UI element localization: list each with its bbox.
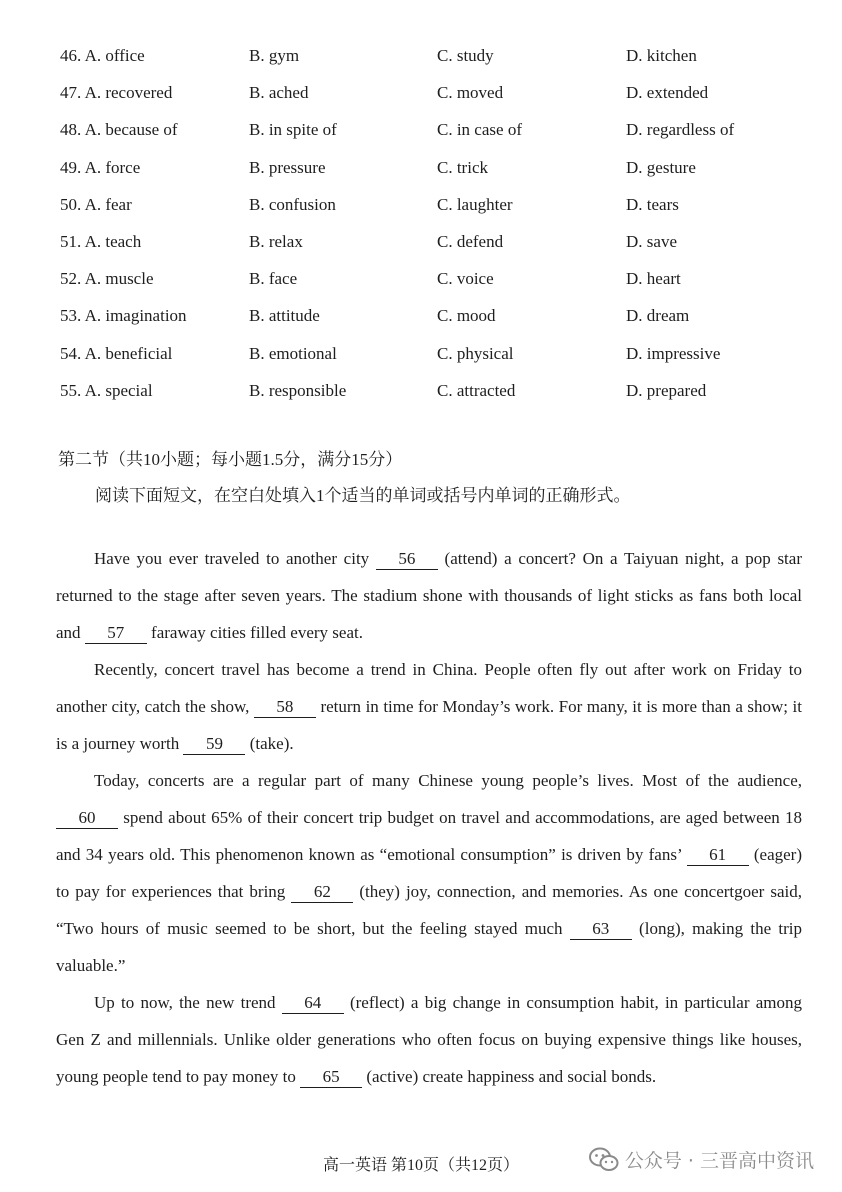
option-c: C. in case of [437, 120, 522, 140]
option-c: C. defend [437, 231, 504, 251]
paragraph: Up to now, the new trend 64 (reflect) a big change in consumption habit, in particular among Gen Z and millennials. Unlike older generations who often focus on buying expensive things like houses, young people tend to pay money to 65 (active) create happiness and social bonds. [56, 993, 802, 1086]
blank-56: 56 [376, 549, 438, 570]
option-a: 47. A. recovered [60, 83, 173, 103]
section-heading: 第二节（共10小题；每小题1.5分，满分15分） [58, 450, 403, 469]
choice-row [60, 116, 820, 153]
option-b: B. pressure [249, 157, 326, 177]
option-a: 52. A. muscle [60, 269, 154, 289]
choice-row [60, 191, 820, 228]
option-d: D. extended [626, 83, 709, 103]
option-a: 55. A. special [60, 380, 153, 400]
option-b: B. responsible [249, 380, 347, 400]
option-d: D. dream [626, 306, 690, 326]
choice-row [60, 302, 820, 339]
choice-row [60, 340, 820, 377]
option-b: B. in spite of [249, 120, 337, 140]
option-c: C. laughter [437, 194, 513, 214]
choice-row [60, 228, 820, 265]
blank-59: 59 [183, 734, 245, 755]
paragraph: Have you ever traveled to another city 56 (attend) a concert? On a Taiyuan night, a pop star returned to the stage after seven years. The stadium shone with thousands of light sticks as fans both local and 57 faraway cities filled every seat. [56, 549, 802, 642]
reading-passage [56, 540, 802, 1095]
option-c: C. mood [437, 306, 496, 326]
option-d: D. gesture [626, 157, 696, 177]
option-b: B. relax [249, 231, 303, 251]
blank-57: 57 [85, 623, 147, 644]
wechat-icon [589, 1147, 619, 1173]
option-c: C. study [437, 46, 494, 65]
option-a: 49. A. force [60, 157, 141, 177]
watermark-text: 公众号 · 三晋高中资讯 [624, 1150, 814, 1172]
option-d: D. save [626, 231, 677, 251]
section-instruction: 阅读下面短文，在空白处填入1个适当的单词或括号内单词的正确形式。 [95, 486, 631, 505]
blank-64: 64 [282, 993, 344, 1014]
option-d: D. kitchen [626, 46, 697, 65]
option-c: C. attracted [437, 380, 516, 400]
choice-row [60, 79, 820, 116]
choice-row [60, 377, 820, 414]
option-b: B. gym [249, 46, 300, 65]
choice-list [60, 42, 820, 414]
option-b: B. attitude [249, 306, 320, 326]
option-c: C. trick [437, 157, 488, 177]
option-c: C. physical [437, 343, 514, 363]
blank-63: 63 [570, 919, 632, 940]
option-a: 54. A. beneficial [60, 343, 173, 363]
choice-row [60, 154, 820, 191]
paragraph: Recently, concert travel has become a trend in China. People often fly out after work on Friday to another city, catch the show, 58 return in time for Monday’s work. For many, it is more than a show; it is a journey worth 59 (take). [56, 660, 802, 753]
blank-65: 65 [300, 1067, 362, 1088]
option-a: 51. A. teach [60, 231, 142, 251]
choice-row [60, 42, 820, 79]
option-c: C. moved [437, 83, 504, 103]
page-footer: 高一英语 第10页（共12页） [322, 1157, 519, 1174]
blank-58: 58 [254, 697, 316, 718]
blank-62: 62 [291, 882, 353, 903]
option-d: D. regardless of [626, 120, 735, 140]
option-a: 53. A. imagination [60, 306, 187, 326]
option-a: 48. A. because of [60, 120, 178, 140]
option-a: 50. A. fear [60, 194, 132, 214]
option-b: B. face [249, 269, 298, 289]
paragraph: Today, concerts are a regular part of many Chinese young people’s lives. Most of the audience, 60 spend about 65% of their concert trip budget on travel and accommodations, are aged between 18 and 34 years old. This phenomenon known as “emotional consumption” is driven by fans’ 61 (eager) to pay for experiences that bring 62 (they) joy, connection, and memories. As one concertgoer said, “Two hours of music seemed to be short, but the feeling stayed much 63 (long), making the trip valuable.” [56, 771, 803, 975]
option-d: D. heart [626, 269, 681, 289]
option-d: D. prepared [626, 380, 707, 400]
option-a: 46. A. office [60, 46, 145, 65]
blank-61: 61 [687, 845, 749, 866]
option-c: C. voice [437, 269, 494, 289]
option-b: B. confusion [249, 194, 336, 214]
option-d: D. tears [626, 194, 679, 214]
option-b: B. ached [249, 83, 309, 103]
watermark [589, 1146, 814, 1173]
choice-row [60, 265, 820, 302]
option-d: D. impressive [626, 343, 721, 363]
blank-60: 60 [56, 808, 118, 829]
option-b: B. emotional [249, 343, 337, 363]
